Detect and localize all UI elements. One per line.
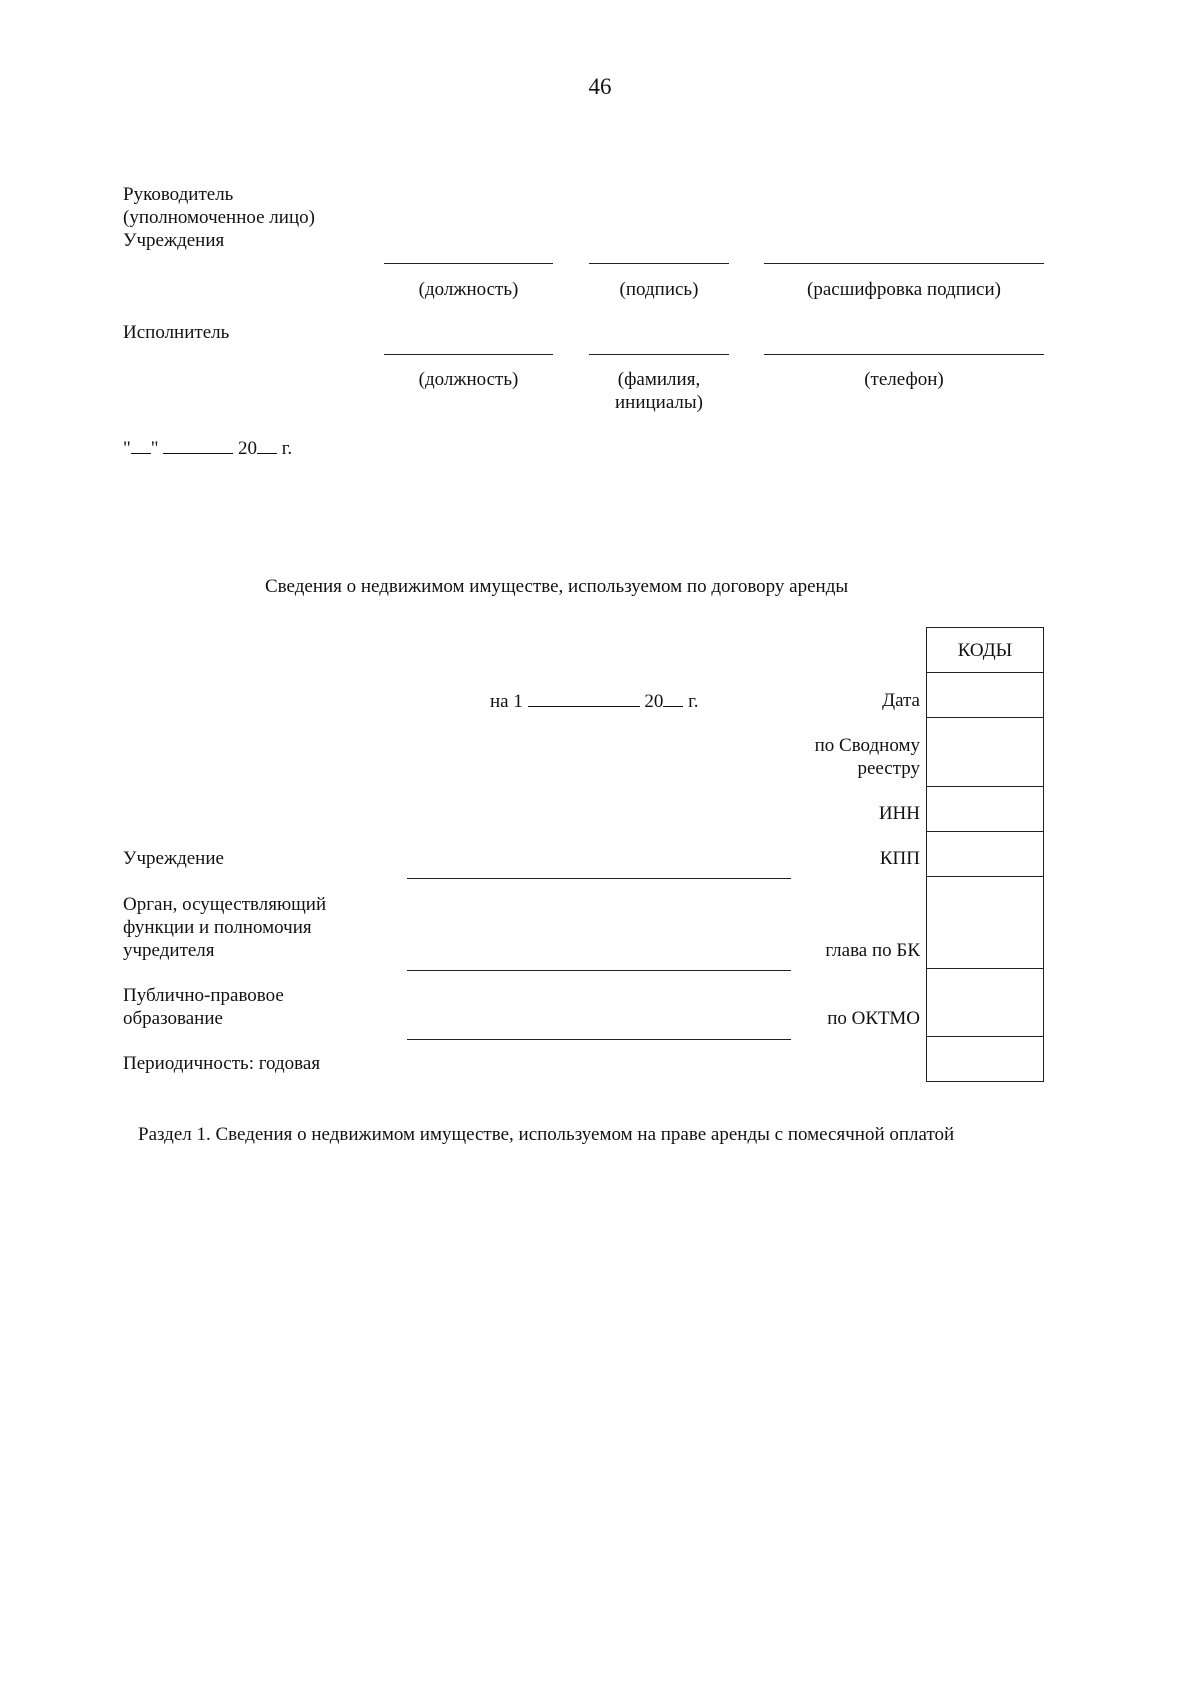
field-founder-label-3: учредителя: [123, 940, 215, 961]
field-public-entity-line[interactable]: [407, 1039, 791, 1040]
head-caption-decoding: (расшифровка подписи): [807, 279, 1001, 300]
field-founder-label-2: функции и полномочия: [123, 917, 312, 938]
report-date-blank[interactable]: [528, 690, 640, 707]
code-cell-kpp[interactable]: [927, 832, 1043, 877]
exec-name-line[interactable]: [589, 354, 729, 355]
date-month-blank[interactable]: [163, 437, 233, 454]
exec-caption-position: (должность): [418, 369, 519, 390]
field-institution-label: Учреждение: [123, 848, 224, 869]
codes-header: КОДЫ: [927, 628, 1043, 673]
date-year-blank[interactable]: [257, 437, 277, 454]
code-label-date: Дата: [882, 690, 920, 711]
exec-caption-name-2: инициалы): [614, 392, 703, 413]
code-cell-date[interactable]: [927, 673, 1043, 718]
report-year-suffix: г.: [688, 691, 699, 712]
report-date-prefix: на 1: [490, 691, 523, 712]
date-quote-open: ": [123, 438, 131, 459]
page-number: 46: [588, 74, 612, 99]
field-founder-label-1: Орган, осуществляющий: [123, 894, 327, 915]
report-year-prefix: 20: [644, 691, 664, 712]
code-cell-inn[interactable]: [927, 787, 1043, 832]
head-position-line[interactable]: [384, 263, 553, 264]
head-label-line-2: (уполномоченное лицо): [123, 207, 315, 228]
date-day-blank[interactable]: [131, 437, 151, 454]
signature-date: [123, 437, 292, 460]
date-year-prefix: 20: [238, 438, 258, 459]
code-label-registry-1: по Сводному: [814, 735, 920, 756]
code-label-bk: глава по БК: [825, 940, 920, 961]
code-cell-bk[interactable]: [927, 877, 1043, 969]
exec-phone-line[interactable]: [764, 354, 1044, 355]
codes-table: [926, 627, 1044, 1082]
date-year-suffix: г.: [281, 438, 293, 459]
head-caption-position: (должность): [418, 279, 519, 300]
section-title: Раздел 1. Сведения о недвижимом имуществе, используемом на праве аренды с помесячной оплатой: [138, 1124, 955, 1145]
exec-caption-phone: (телефон): [864, 369, 944, 390]
exec-caption-name-1: (фамилия,: [617, 369, 701, 390]
head-signature-line[interactable]: [589, 263, 729, 264]
head-label-line-1: Руководитель: [123, 184, 234, 205]
field-institution-line[interactable]: [407, 878, 791, 879]
exec-position-line[interactable]: [384, 354, 553, 355]
head-label-line-3: Учреждения: [123, 230, 225, 251]
date-quote-close: ": [150, 438, 159, 459]
field-founder-line[interactable]: [407, 970, 791, 971]
report-date: [490, 690, 699, 713]
head-caption-signature: (подпись): [619, 279, 699, 300]
code-cell-periodicity[interactable]: [927, 1037, 1043, 1082]
head-decoding-line[interactable]: [764, 263, 1044, 264]
report-year-blank[interactable]: [663, 690, 683, 707]
code-label-registry-2: реестру: [857, 758, 920, 779]
field-public-entity-label-2: образование: [123, 1008, 223, 1029]
code-label-oktmo: по ОКТМО: [827, 1008, 920, 1029]
field-public-entity-label-1: Публично-правовое: [123, 985, 284, 1006]
code-label-kpp: КПП: [879, 848, 920, 869]
field-periodicity-label: Периодичность: годовая: [123, 1053, 321, 1074]
code-cell-registry[interactable]: [927, 718, 1043, 787]
form-title: Сведения о недвижимом имуществе, используемом по договору аренды: [265, 576, 849, 597]
executor-label: Исполнитель: [123, 322, 230, 343]
code-label-inn: ИНН: [878, 803, 920, 824]
code-cell-oktmo[interactable]: [927, 969, 1043, 1037]
